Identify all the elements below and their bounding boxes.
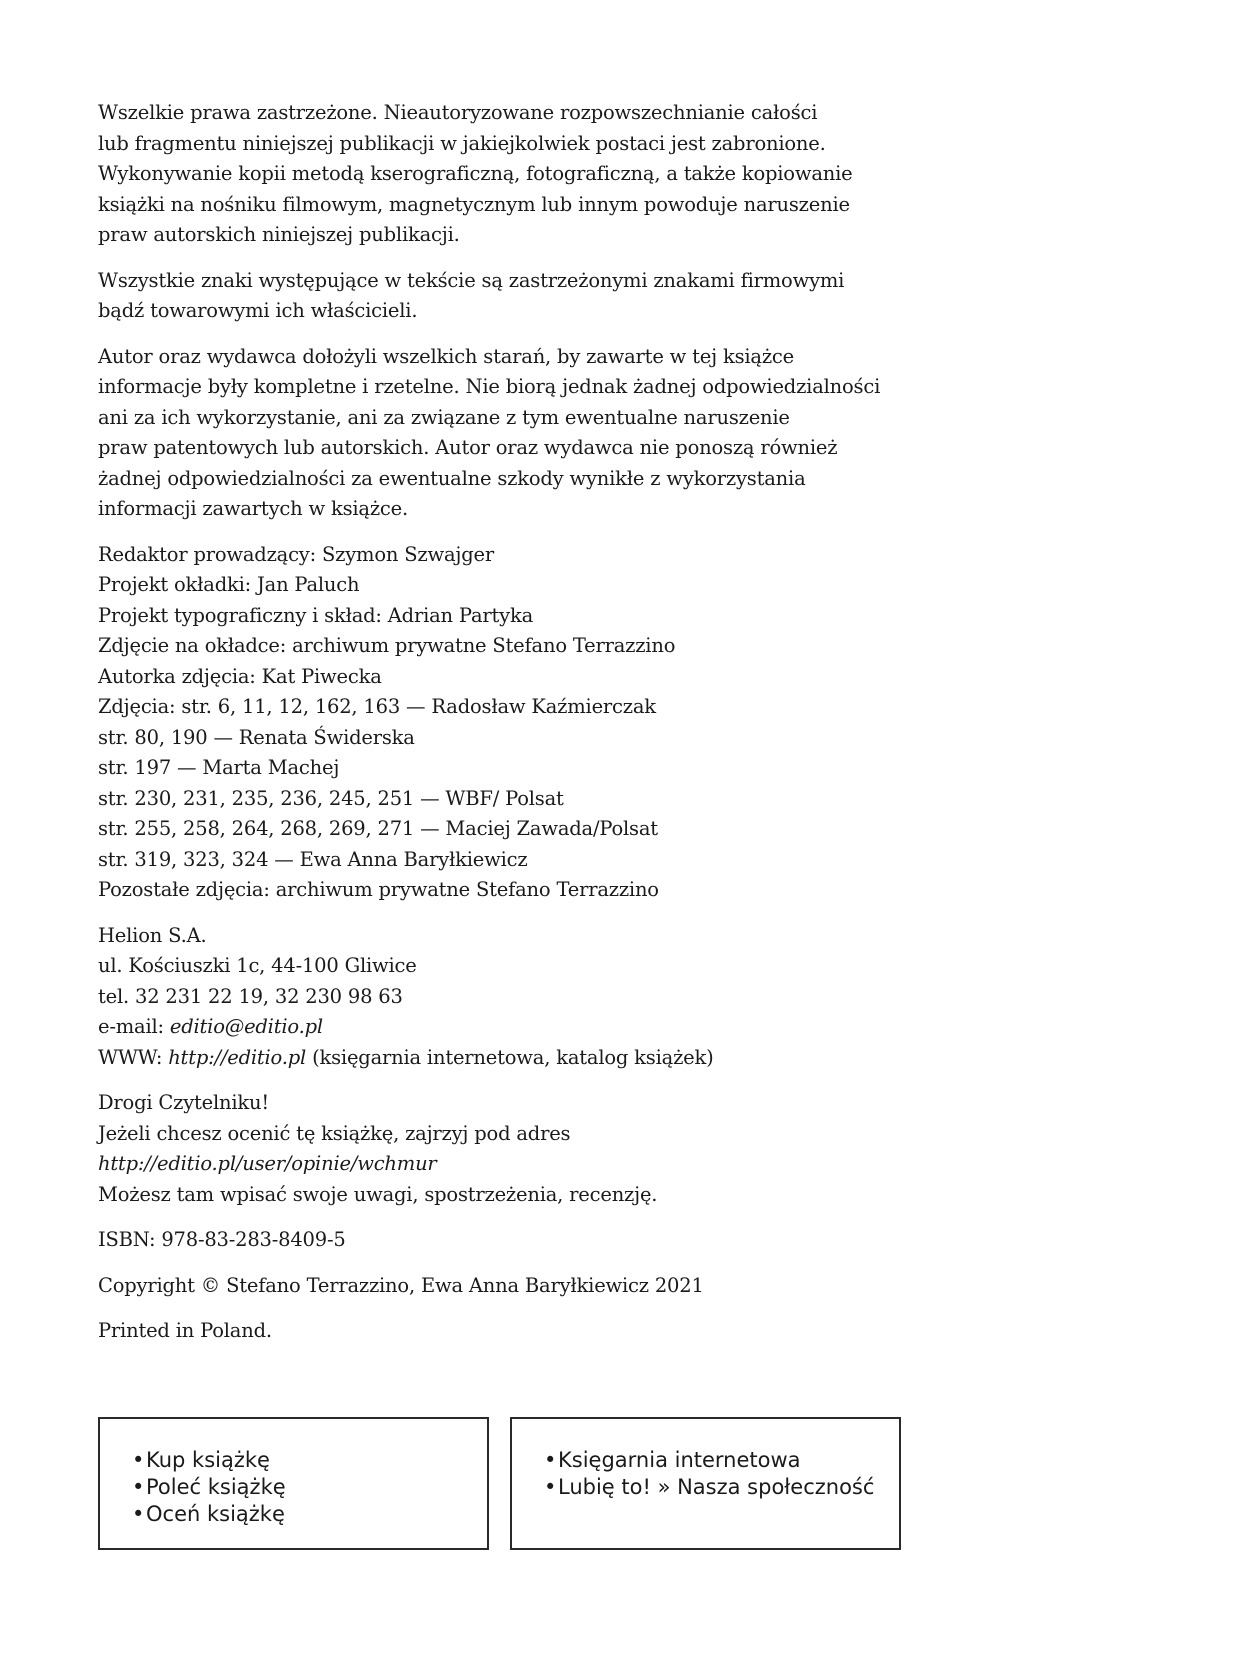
publisher-email-line [98, 1012, 1098, 1043]
store-links-box [510, 1417, 901, 1550]
online-bookstore-link[interactable] [544, 1447, 899, 1474]
publisher-address: ul. Kościuszki 1c, 44-100 Gliwice [98, 954, 417, 977]
credit-line: str. 80, 190 — Renata Świderska [98, 725, 415, 749]
copyright-paragraph [98, 1271, 1098, 1302]
isbn-text: ISBN: 978-83-283-8409-5 [98, 1228, 346, 1251]
buy-book-link[interactable] [132, 1447, 487, 1474]
bullet-icon: • [132, 1448, 145, 1472]
email-link[interactable]: editio@editio.pl [169, 1015, 323, 1038]
text-line: informacje były kompletne i rzetelne. Nie biorą jednak żadnej odpowiedzialności [98, 375, 881, 398]
copyright-page [98, 98, 1098, 1362]
printed-paragraph [98, 1316, 1098, 1347]
review-url-link[interactable]: http://editio.pl/user/opinie/wchmur [98, 1152, 437, 1175]
link-label: Księgarnia internetowa [558, 1448, 801, 1472]
text-line: praw autorskich niniejszej publikacji. [98, 223, 460, 246]
link-label: Lubię to! » Nasza społeczność [558, 1475, 875, 1499]
reader-greeting: Drogi Czytelniku! [98, 1091, 270, 1114]
credit-line: str. 230, 231, 235, 236, 245, 251 — WBF/ Polsat [98, 786, 564, 810]
text-line: książki na nośniku filmowym, magnetycznym lub innym powoduje naruszenie [98, 192, 850, 216]
credit-line: str. 197 — Marta Machej [98, 756, 340, 779]
text-line: informacji zawartych w książce. [98, 497, 408, 520]
credit-line: Zdjęcia: str. 6, 11, 12, 162, 163 — Radosław Kaźmierczak [98, 695, 656, 718]
credit-line: Projekt typograficzny i skład: Adrian Partyka [98, 603, 533, 627]
text-line: praw patentowych lub autorskich. Autor oraz wydawca nie ponoszą również [98, 436, 838, 459]
www-link[interactable]: http://editio.pl [168, 1045, 307, 1069]
credit-line: str. 319, 323, 324 — Ewa Anna Baryłkiewicz [98, 847, 528, 871]
text-line: żadnej odpowiedzialności za ewentualne szkody wynikłe z wykorzystania [98, 466, 806, 490]
recommend-book-link[interactable] [132, 1474, 487, 1501]
credit-line: Redaktor prowadzący: Szymon Szwajger [98, 542, 494, 566]
text-line: ani za ich wykorzystanie, ani za związane z tym ewentualne naruszenie [98, 405, 790, 429]
reader-invite: Jeżeli chcesz ocenić tę książkę, zajrzyj pod adres [98, 1121, 571, 1145]
link-boxes [98, 1417, 1098, 1557]
bullet-icon: • [544, 1448, 557, 1472]
credit-line: Projekt okładki: Jan Paluch [98, 573, 360, 596]
reader-note [98, 1088, 1098, 1210]
trademarks-paragraph [98, 266, 1098, 327]
credit-line: Pozostałe zdjęcia: archiwum prywatne Stefano Terrazzino [98, 878, 659, 901]
text-line: bądź towarowymi ich właścicieli. [98, 299, 418, 322]
link-label: Poleć książkę [146, 1475, 286, 1499]
text-line: Wykonywanie kopii metodą kserograficzną, fotograficzną, a także kopiowanie [98, 162, 853, 185]
rate-book-link[interactable] [132, 1501, 487, 1528]
link-label: Kup książkę [146, 1448, 270, 1472]
text-line: lub fragmentu niniejszej publikacji w jakiejkolwiek postaci jest zabronione. [98, 131, 826, 155]
book-actions-box [98, 1417, 489, 1550]
credit-line: str. 255, 258, 264, 268, 269, 271 — Maciej Zawada/Polsat [98, 817, 658, 840]
bullet-icon: • [544, 1475, 557, 1499]
www-note: (księgarnia internetowa, katalog książek) [306, 1045, 714, 1069]
liability-paragraph [98, 342, 1098, 525]
credit-line: Zdjęcie na okładce: archiwum prywatne Stefano Terrazzino [98, 634, 676, 657]
copyright-text: Copyright © Stefano Terrazzino, Ewa Anna Baryłkiewicz 2021 [98, 1273, 704, 1297]
publisher-www-line [98, 1043, 1098, 1074]
text-line: Autor oraz wydawca dołożyli wszelkich starań, by zawarte w tej książce [98, 344, 794, 368]
credit-line: Autorka zdjęcia: Kat Piwecka [98, 664, 382, 688]
publisher-info [98, 921, 1098, 1074]
credits-list [98, 540, 1098, 906]
community-link[interactable] [544, 1474, 899, 1501]
rights-paragraph [98, 98, 1098, 251]
www-label: WWW: [98, 1045, 169, 1069]
reader-note-text: Możesz tam wpisać swoje uwagi, spostrzeżenia, recenzję. [98, 1182, 658, 1206]
isbn-paragraph [98, 1225, 1098, 1256]
text-line: Wszelkie prawa zastrzeżone. Nieautoryzowane rozpowszechnianie całości [98, 101, 818, 124]
publisher-phone: tel. 32 231 22 19, 32 230 98 63 [98, 984, 403, 1008]
email-label: e-mail: [98, 1015, 170, 1038]
link-label: Oceń książkę [146, 1502, 285, 1526]
bullet-icon: • [132, 1475, 145, 1499]
bullet-icon: • [132, 1502, 145, 1526]
text-line: Wszystkie znaki występujące w tekście są zastrzeżonymi znakami firmowymi [98, 268, 845, 292]
printed-text: Printed in Poland. [98, 1319, 272, 1342]
publisher-name: Helion S.A. [98, 923, 207, 947]
